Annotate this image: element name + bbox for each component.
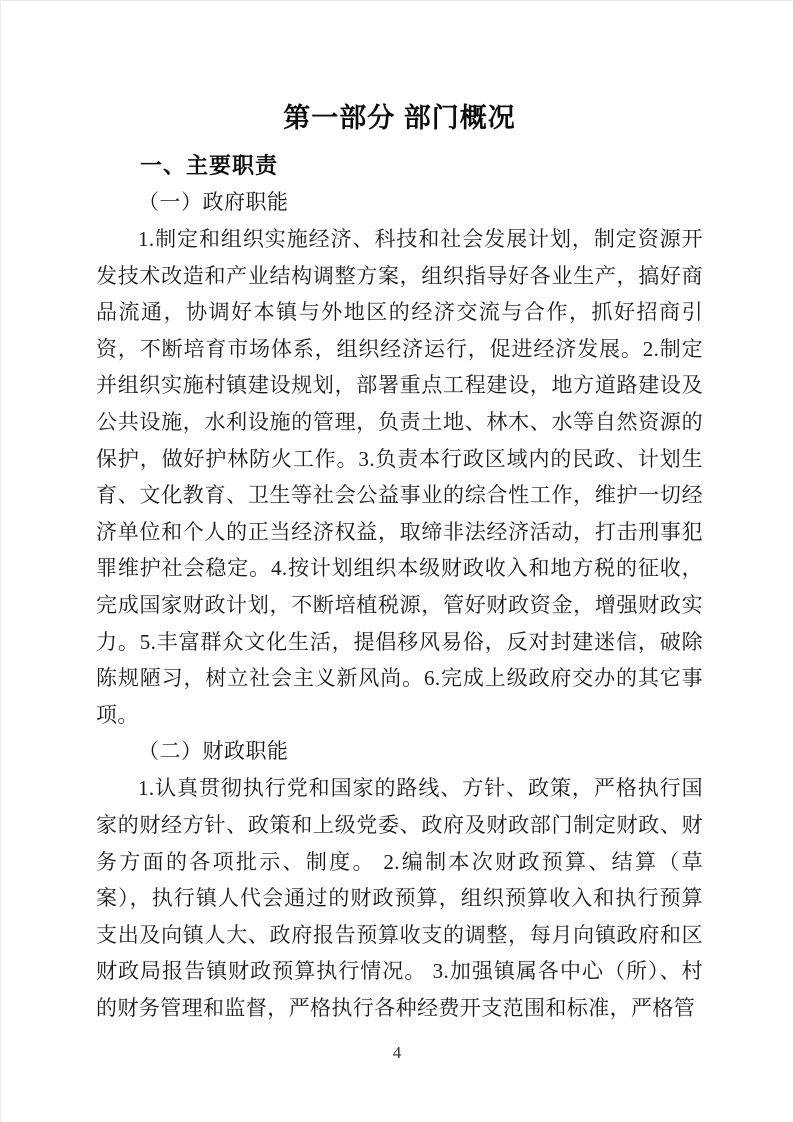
page-number: 4: [392, 1043, 402, 1062]
page-content: [1, 1, 793, 1026]
paragraph-finance-functions: 1.认真贯彻执行党和国家的路线、方针、政策，严格执行国家的财经方针、政策和上级党委、政府及财政部门制定财政、财务方面的各项批示、制度。 2.编制本次财政预算、结算（草案），执行镇人代会通过的财政预算，组织预算收入和执行预算支出及向镇人大、政府报告预算收支的调整，每月向镇政府和区财政局报告镇财政预算执行情况。 3.加强镇属各中心（所）、村的财务管理和监督，严格执行各种经费开支范围和标准，严格管: [96, 776, 703, 1020]
subsection-heading-government-functions: （一）政府职能: [138, 190, 289, 214]
paragraph-government-functions: 1.制定和组织实施经济、科技和社会发展计划，制定资源开发技术改造和产业结构调整方案，组织指导好各业生产，搞好商品流通，协调好本镇与外地区的经济交流与合作，抓好招商引资，不断培育市场体系，组织经济运行，促进经济发展。2.制定并组织实施村镇建设规划，部署重点工程建设，地方道路建设及公共设施，水利设施的管理，负责土地、林木、水等自然资源的保护，做好护林防火工作。3.负责本行政区域内的民政、计划生育、文化教育、卫生等社会公益事业的综合性工作，维护一切经济单位和个人的正当经济权益，取缔非法经济活动，打击刑事犯罪维护社会稳定。4.按计划组织本级财政收入和地方税的征收，完成国家财政计划，不断培植税源，管好财政资金，增强财政实力。5.丰富群众文化生活，提倡移风易俗，反对封建迷信，破除陈规陋习，树立社会主义新风尚。6.完成上级政府交办的其它事项。: [96, 227, 703, 727]
section-heading-main-duties: 一、主要职责: [140, 153, 279, 178]
page-title: 第一部分 部门概况: [283, 103, 516, 133]
subsection-heading-finance-functions: （二）财政职能: [138, 739, 289, 764]
